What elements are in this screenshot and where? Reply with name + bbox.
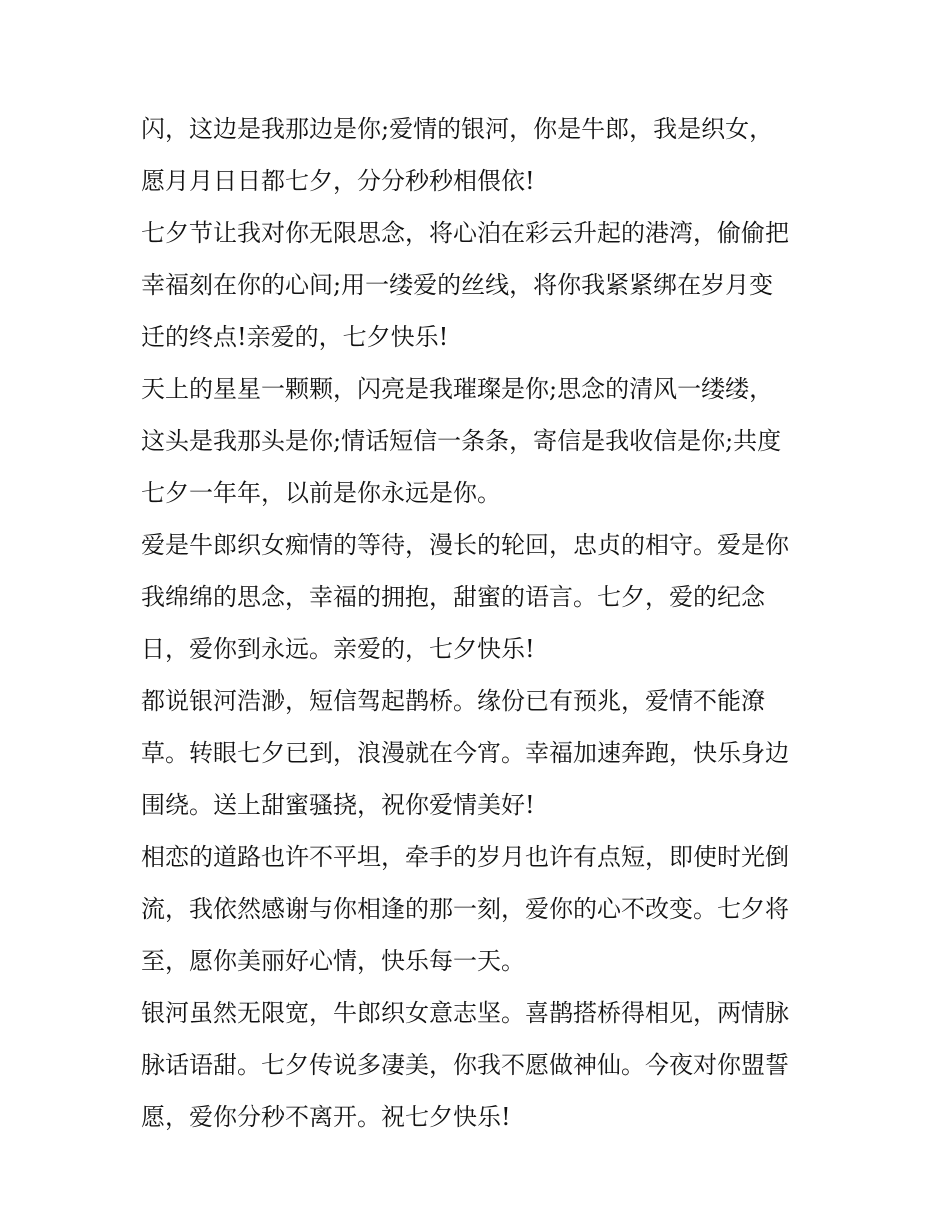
text-line: 愿，爱你分秒不离开。祝七夕快乐!: [141, 1103, 511, 1131]
text-line: 都说银河浩渺，短信驾起鹊桥。缘份已有预兆，爱情不能潦: [141, 687, 765, 715]
text-line: 围绕。送上甜蜜骚挠，祝你爱情美好!: [141, 791, 535, 819]
text-line: 银河虽然无限宽，牛郎织女意志坚。喜鹊搭桥得相见，两情脉: [141, 999, 789, 1027]
text-line: 迁的终点!亲爱的，七夕快乐!: [141, 323, 449, 351]
text-line: 这头是我那头是你;情话短信一条条，寄信是我收信是你;共度: [141, 427, 782, 455]
text-line: 爱是牛郎织女痴情的等待，漫长的轮回，忠贞的相守。爱是你: [141, 531, 789, 559]
document-body: [141, 103, 821, 1143]
text-line: 至，愿你美丽好心情，快乐每一天。: [141, 947, 525, 975]
text-line: 草。转眼七夕已到，浪漫就在今宵。幸福加速奔跑，快乐身边: [141, 739, 789, 767]
text-line: 我绵绵的思念，幸福的拥抱，甜蜜的语言。七夕，爱的纪念: [141, 583, 765, 611]
text-line: 幸福刻在你的心间;用一缕爱的丝线，将你我紧紧绑在岁月变: [141, 271, 774, 299]
text-line: 七夕一年年，以前是你永远是你。: [141, 479, 501, 507]
text-line: 闪，这边是我那边是你;爱情的银河，你是牛郎，我是织女，: [141, 115, 774, 143]
text-line: 七夕节让我对你无限思念，将心泊在彩云升起的港湾，偷偷把: [141, 219, 789, 247]
text-line: 相恋的道路也许不平坦，牵手的岁月也许有点短，即使时光倒: [141, 843, 789, 871]
text-line: 脉话语甜。七夕传说多凄美，你我不愿做神仙。今夜对你盟誓: [141, 1051, 789, 1079]
text-line: 愿月月日日都七夕，分分秒秒相偎依!: [141, 167, 535, 195]
text-line: 日，爱你到永远。亲爱的，七夕快乐!: [141, 635, 535, 663]
text-line: 流，我依然感谢与你相逢的那一刻，爱你的心不改变。七夕将: [141, 895, 789, 923]
text-line: 天上的星星一颗颗，闪亮是我璀璨是你;思念的清风一缕缕，: [141, 375, 774, 403]
